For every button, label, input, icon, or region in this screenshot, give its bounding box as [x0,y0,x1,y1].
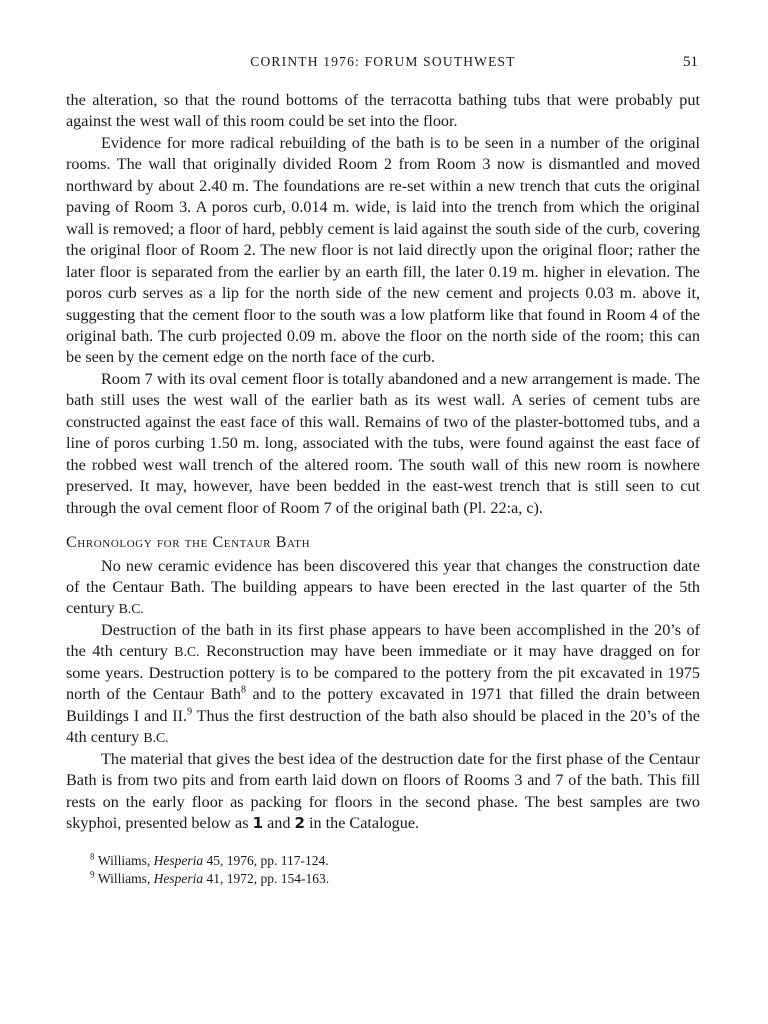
footnote [90,870,700,888]
era-abbreviation: B.C. [143,730,169,746]
text-run: Destruction of the bath in its first phase appears to have been accomplished in the 20’s of the 4th century [66,620,700,661]
running-title: CORINTH 1976: FORUM SOUTHWEST [250,54,516,69]
running-header [66,54,700,76]
text-run: Thus the first destruction of the bath also should be placed in the 20’s of the 4th century [66,706,700,747]
text-run: in the Catalogue. [304,813,420,832]
footnote-author: Williams, [97,853,154,869]
footnote-mark: 9 [90,869,95,880]
footnote-journal: Hesperia [153,871,204,887]
paragraph [66,749,700,835]
text-run: The material that gives the best idea of the destruction date for the first phase of the Centaur Bath is from two pits and from earth laid down on floors of Rooms 3 and 7 of the bath. This fill rests on the early floor as packing for floors in the second phase. The best samples are two skyphoi, presented below as [66,749,700,832]
footnote-ref[interactable]: 9 [187,706,193,718]
text-run: and to the pottery excavated in 1971 that filled the drain between Buildings I and II. [66,685,700,725]
text-run: No new ceramic evidence has been discovered this year that changes the construction date of the Centaur Bath. The building appears to have been erected in the last quarter of the 5th century [66,556,700,618]
footnote [90,852,700,870]
era-abbreviation: B.C. [174,644,200,660]
text-run: and [263,813,295,832]
catalogue-number: 1 [252,813,264,832]
text-run: Reconstruction may have been immediate or it may have dragged on for some years. Destruction pottery is to be compared to the pottery from the pit excavated in 1975 north of the Centaur Bath [66,642,700,704]
footnote-ref[interactable]: 8 [241,684,247,696]
footnote-citation: 41, 1972, pp. 154-163. [203,871,330,887]
footnote-journal: Hesperia [153,853,204,869]
paragraph [66,620,700,749]
section-heading: Chronology for the Centaur Bath [66,534,311,552]
paragraph: Room 7 with its oval cement floor is totally abandoned and a new arrangement is made. The bath still uses the west wall of the earlier bath as its west wall. A series of cement tubs are constructed against the east face of this wall. Remains of two of the plaster-bottomed tubs, and a line of poros curbing 1.50 m. long, associated with the tubs, were found against the east face of the robbed west wall trench of the altered room. The south wall of this new room is nowhere preserved. It may, however, have been bedded in the east-west trench that is still seen to cut through the oval cement floor of Room 7 of the original bath (Pl. 22:a, c). [66,369,700,517]
footnotes [66,852,700,888]
footnote-citation: 45, 1976, pp. 117-124. [203,853,329,869]
paragraph [66,556,700,620]
catalogue-number: 2 [294,813,305,832]
footnote-author: Williams, [97,871,154,887]
page-number: 51 [683,54,698,70]
era-abbreviation: B.C. [118,601,144,617]
paragraph: the alteration, so that the round bottoms of the terracotta bathing tubs that were probably put against the west wall of this room could be set into the floor. [66,91,700,131]
paragraph: Evidence for more radical rebuilding of the bath is to be seen in a number of the original rooms. The wall that originally divided Room 2 from Room 3 now is dismantled and moved northward by about 2.40 m. The foundations are re-set within a new trench that cuts the original paving of Room 3. A poros curb, 0.014 m. wide, is laid into the trench from which the original wall is removed; a floor of hard, pebbly cement is laid against the south side of the curb, covering the original floor of Room 2. The new floor is not laid directly upon the original floor; rather the later floor is separated from the earlier by an earth fill, the later 0.19 m. higher in elevation. The poros curb serves as a lip for the north side of the new cement and projects 0.03 m. above it, suggesting that the cement floor to the south was a low platform like that found in Room 4 of the original bath. The curb projected 0.09 m. above the floor on the north side of the room; this can be seen by the cement edge on the north face of the curb. [66,133,700,367]
article-body [66,90,700,834]
page [66,54,700,888]
footnote-mark: 8 [90,851,95,862]
